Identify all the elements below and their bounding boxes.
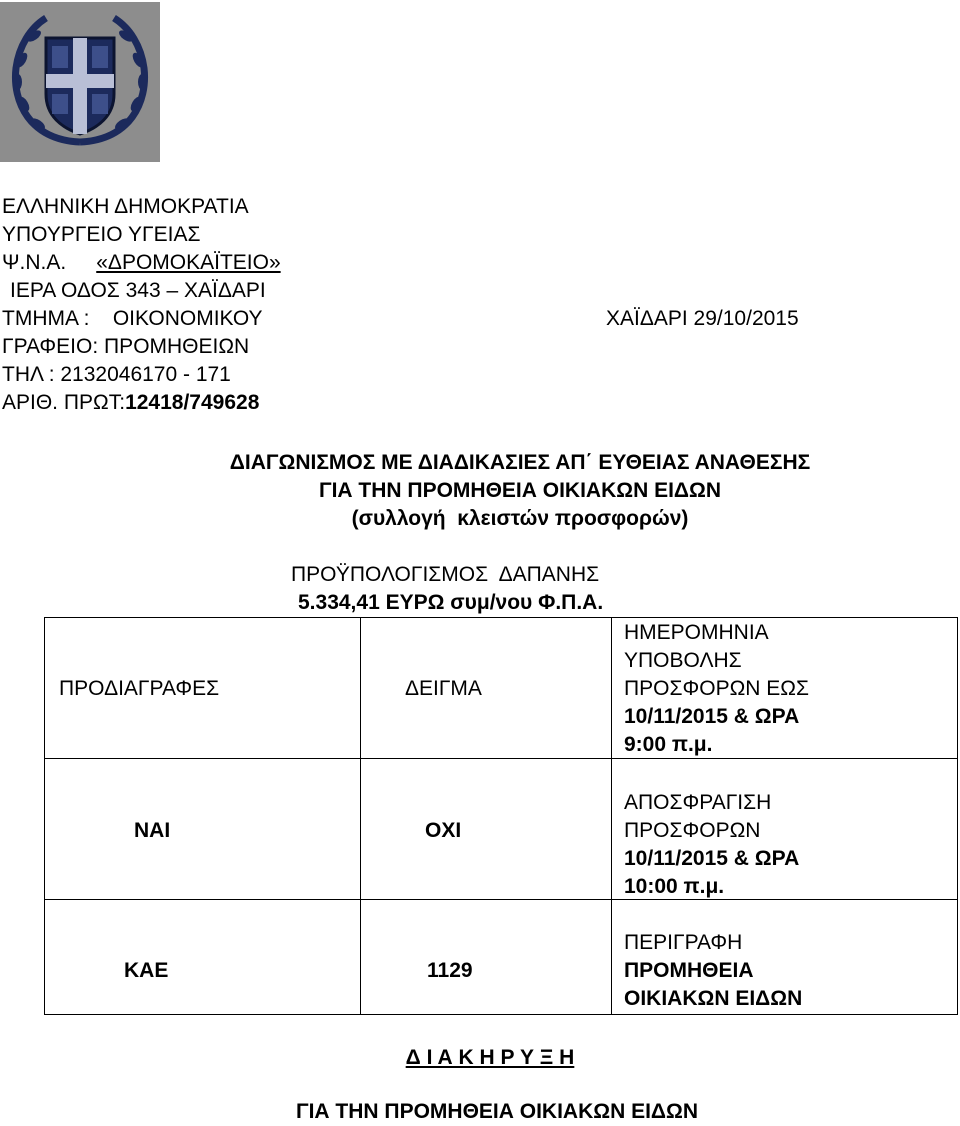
opening-label-line: ΠΡΟΣΦΟΡΩΝ	[624, 819, 761, 842]
place-date: ΧΑΪΔΑΡΙ 29/10/2015	[606, 307, 799, 330]
sample-value: ΟΧΙ	[425, 819, 462, 842]
kae-label: ΚΑΕ	[124, 959, 169, 982]
department-line: ΤΜΗΜΑ : ΟΙΚΟΝΟΜΙΚΟΥ	[2, 307, 263, 330]
budget-label: ΠΡΟΫΠΟΛΟΓΙΣΜΟΣ ΔΑΠΑΝΗΣ	[291, 563, 600, 586]
table-cell-specifications-header	[44, 617, 361, 759]
ministry-name: ΥΠΟΥΡΓΕΙΟ ΥΓΕΙΑΣ	[2, 223, 201, 246]
description-value-line: ΟΙΚΙΑΚΩΝ ΕΙΔΩΝ	[624, 987, 803, 1010]
opening-label-line: ΑΠΟΣΦΡΑΓΙΣΗ	[624, 791, 772, 814]
declaration-heading: Δ Ι Α Κ Η Ρ Υ Ξ Η	[405, 1046, 575, 1069]
kae-value: 1129	[427, 959, 473, 982]
country-name: ΕΛΛΗΝΙΚΗ ΔΗΜΟΚΡΑΤΙΑ	[2, 195, 249, 218]
submission-date-label-line: ΠΡΟΣΦΟΡΩΝ ΕΩΣ	[624, 677, 809, 700]
budget-amount: 5.334,41 ΕΥΡΩ συμ/νου Φ.Π.Α.	[298, 591, 604, 614]
tender-title-line-1: ΔΙΑΓΩΝΙΣΜΟΣ ΜΕ ΔΙΑΔΙΚΑΣΙΕΣ ΑΠ΄ ΕΥΘΕΙΑΣ ΑΝΑΘΕΣΗΣ	[229, 451, 811, 474]
submission-deadline-date: 10/11/2015 & ΩΡΑ	[624, 705, 800, 728]
specifications-value: ΝΑΙ	[134, 819, 171, 842]
opening-date: 10/11/2015 & ΩΡΑ	[624, 847, 800, 870]
greek-coat-of-arms-emblem-icon	[0, 2, 160, 162]
protocol-number: 12418/749628	[125, 391, 260, 414]
organization-name: «ΔΡΟΜΟΚΑΪΤΕΙΟ»	[96, 251, 281, 274]
table-cell-sample-value	[360, 758, 612, 900]
tender-title-line-3: (συλλογή κλειστών προσφορών)	[351, 507, 689, 530]
declaration-subheading: ΓΙΑ ΤΗΝ ΠΡΟΜΗΘΕΙΑ ΟΙΚΙΑΚΩΝ ΕΙΔΩΝ	[295, 1100, 699, 1123]
submission-date-label-line: ΥΠΟΒΟΛΗΣ	[624, 649, 742, 672]
submission-deadline-time: 9:00 π.μ.	[624, 733, 713, 756]
table-cell-specifications-value	[44, 758, 361, 900]
table-cell-opening	[611, 758, 958, 900]
coat-of-arms-emblem	[0, 2, 160, 162]
protocol-label: ΑΡΙΘ. ΠΡΩΤ:	[2, 391, 126, 414]
sample-label: ΔΕΙΓΜΑ	[405, 677, 482, 700]
address-line: ΙΕΡΑ ΟΔΟΣ 343 – ΧΑΪΔΑΡΙ	[10, 279, 266, 302]
phone-line: ΤΗΛ : 2132046170 - 171	[2, 363, 231, 386]
organization-abbrev: Ψ.Ν.Α. «ΔΡΟΜΟΚΑΪΤΕΙΟ»	[2, 251, 281, 274]
protocol-line	[2, 389, 259, 417]
tender-details-table	[44, 617, 958, 1015]
opening-time: 10:00 π.μ.	[624, 875, 725, 898]
description-value-line: ΠΡΟΜΗΘΕΙΑ	[624, 959, 754, 982]
table-cell-kae-label	[44, 899, 361, 1015]
table-cell-description	[611, 899, 958, 1015]
submission-date-label-line: ΗΜΕΡΟΜΗΝΙΑ	[624, 621, 769, 644]
tender-title-line-2: ΓΙΑ ΤΗΝ ΠΡΟΜΗΘΕΙΑ ΟΙΚΙΑΚΩΝ ΕΙΔΩΝ	[318, 479, 722, 502]
table-cell-sample-header	[360, 617, 612, 759]
table-cell-submission-deadline	[611, 617, 958, 759]
office-line: ΓΡΑΦΕΙΟ: ΠΡΟΜΗΘΕΙΩΝ	[2, 335, 250, 358]
table-cell-kae-value	[360, 899, 612, 1015]
specifications-label: ΠΡΟΔΙΑΓΡΑΦΕΣ	[59, 677, 220, 700]
description-label: ΠΕΡΙΓΡΑΦΗ	[624, 931, 743, 954]
